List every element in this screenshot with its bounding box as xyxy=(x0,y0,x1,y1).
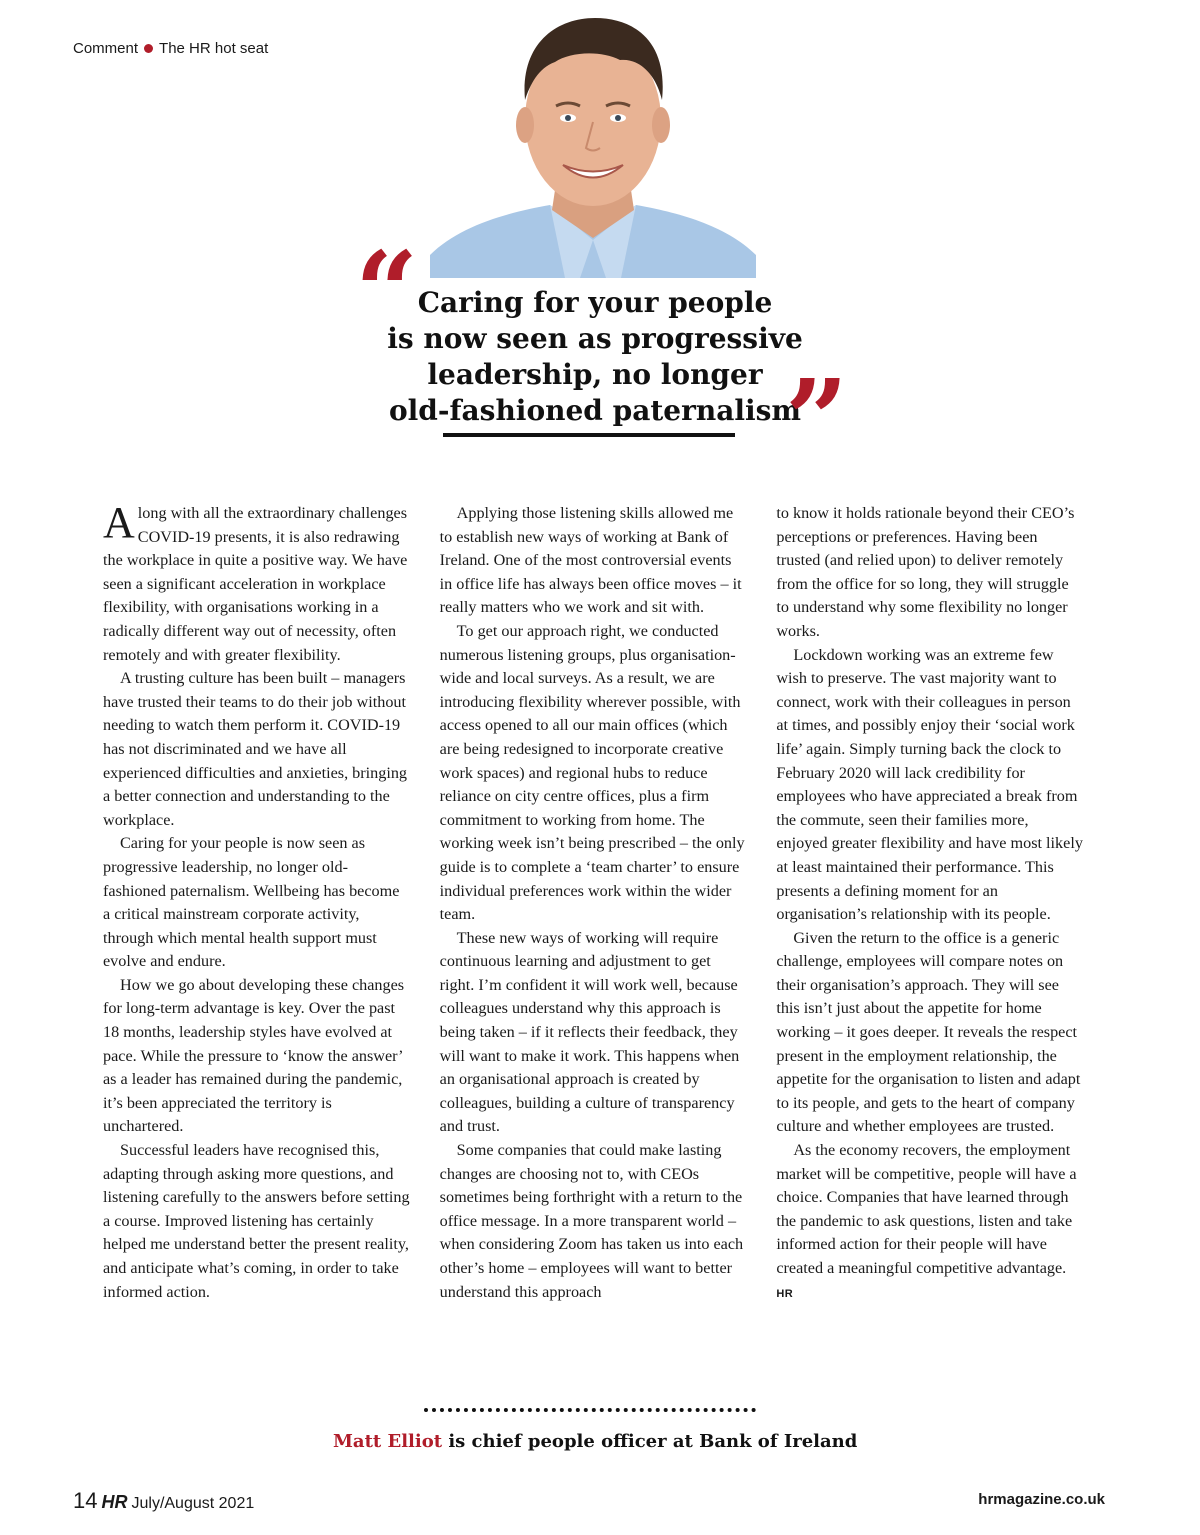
issue-date: July/August 2021 xyxy=(131,1495,255,1512)
pull-quote-line: leadership, no longer xyxy=(427,358,763,391)
paragraph: Some companies that could make lasting changes are choosing not to, with CEOs sometimes being forthright with a return to the office message. In a more transparent world – when considering Zoom has taken us into each other’s home – employees will want to better understand this approach xyxy=(439,1141,744,1301)
bullet-dot-icon xyxy=(144,44,153,53)
drop-cap: A xyxy=(103,498,135,547)
subsection-label: The HR hot seat xyxy=(159,40,269,57)
website-link[interactable]: hrmagazine.co.uk xyxy=(978,1491,1105,1508)
paragraph: Caring for your people is now seen as progressive leadership, no longer old-fashioned paternalism. Wellbeing has become a critical mainstream corporate activity, through which mental health support must evolve and endure. xyxy=(103,834,400,971)
article-column-2 xyxy=(440,502,747,1352)
author-role: is chief people officer at Bank of Ireland xyxy=(442,1431,858,1452)
author-byline xyxy=(333,1431,857,1452)
magazine-logo: HR xyxy=(101,1492,128,1512)
dotted-divider xyxy=(424,1408,756,1420)
pull-quote xyxy=(355,227,855,484)
article-body xyxy=(103,498,1083,1352)
article-column-1 xyxy=(103,498,410,1352)
paragraph: Along with all the extraordinary challenges COVID-19 presents, it is also redrawing the workplace in quite a positive way. We have seen a significant acceleration in workplace flexibility, with organisations working in a radically different way out of necessity, often remotely and with greater flexibility. xyxy=(103,498,408,664)
paragraph: A trusting culture has been built – managers have trusted their teams to do their job without needing to watch them perform it. COVID-19 has not discriminated and we have all experienced difficulties and anxieties, bringing a better connection and understanding to the workplace. xyxy=(103,669,408,829)
article-column-3 xyxy=(776,502,1083,1352)
author-name: Matt Elliot xyxy=(333,1431,443,1452)
page-number: 14 xyxy=(73,1488,98,1513)
pull-quote-line: Caring for your people xyxy=(417,286,773,319)
paragraph: Given the return to the office is a generic challenge, employees will compare notes on their organisation’s approach. They will see this isn’t just about the appetite for home working – it goes deeper. It reveals the respect present in the employment relationship, the appetite for the organisation to listen and adapt to its people, and gets to the heart of company culture and whether employees are trusted. xyxy=(776,928,1081,1136)
close-quote-icon: ” xyxy=(785,355,849,484)
paragraph: As the economy recovers, the employment market will be competitive, people will have a choice. Companies that have learned through the pandemic to ask questions, listen and take informed action for their people will have created a meaningful competitive advantage. HR xyxy=(776,1141,1077,1300)
portrait-photo xyxy=(430,0,756,278)
paragraph: To get our approach right, we conducted numerous listening groups, plus organisation-wide and local surveys. As a result, we are introducing flexibility wherever possible, with access opened to all our main offices (which are being redesigned to incorporate creative work spaces) and regional hubs to reduce reliance on city centre offices, plus a firm commitment to working from home. The working week isn’t being prescribed – the only guide is to complete a ‘team charter’ to ensure individual preferences work within the wider team. xyxy=(439,621,745,924)
section-label: Comment xyxy=(73,40,139,57)
paragraph: Successful leaders have recognised this, adapting through asking more questions, and listening carefully to the answers before setting a course. Improved listening has certainly helped me understand better the present reality, and anticipate what’s coming, in order to take informed action. xyxy=(103,1141,410,1301)
pull-quote-text xyxy=(375,285,815,429)
open-quote-icon: “ xyxy=(355,227,419,356)
paragraph: Applying those listening skills allowed me to establish new ways of working at Bank of Ireland. One of the most controversial events in office life has always been office moves – it really matters who we work and sit with. xyxy=(439,504,742,617)
section-header xyxy=(73,40,268,57)
paragraph: How we go about developing these changes for long-term advantage is key. Over the past 18 months, leadership styles have evolved at pace. While the pressure to ‘know the answer’ as a leader has remained during the pandemic, it’s been appreciated the territory is unchartered. xyxy=(103,975,405,1136)
end-mark: HR xyxy=(776,1287,794,1300)
paragraph: to know it holds rationale beyond their CEO’s perceptions or preferences. Having been trusted (and relied upon) to deliver remotely from the office for so long, they will struggle to understand why some flexibility no longer works. xyxy=(776,504,1075,640)
pull-quote-underline xyxy=(443,433,735,437)
pull-quote-line: old-fashioned paternalism xyxy=(388,394,801,427)
pull-quote-line: is now seen as progressive xyxy=(387,322,803,355)
paragraph: These new ways of working will require continuous learning and adjustment to get right. I’m confident it will work well, because colleagues understand why this approach is being taken – if it reflects their feedback, they will want to make it work. This happens when an organisational approach is created by colleagues, building a culture of transparency and trust. xyxy=(439,928,740,1136)
portrait-illustration xyxy=(430,0,756,278)
paragraph: Lockdown working was an extreme few wish to preserve. The vast majority want to connect, work with their colleagues in person at times, and possibly enjoy their ‘social work life’ again. Simply turning back the clock to February 2020 will lack credibility for employees who have appreciated a break from the commute, seen their families more, enjoyed greater flexibility and have most likely at least maintained their performance. This presents a defining moment for an organisation’s relationship with its people. xyxy=(776,645,1083,924)
page-footer xyxy=(73,1488,254,1514)
